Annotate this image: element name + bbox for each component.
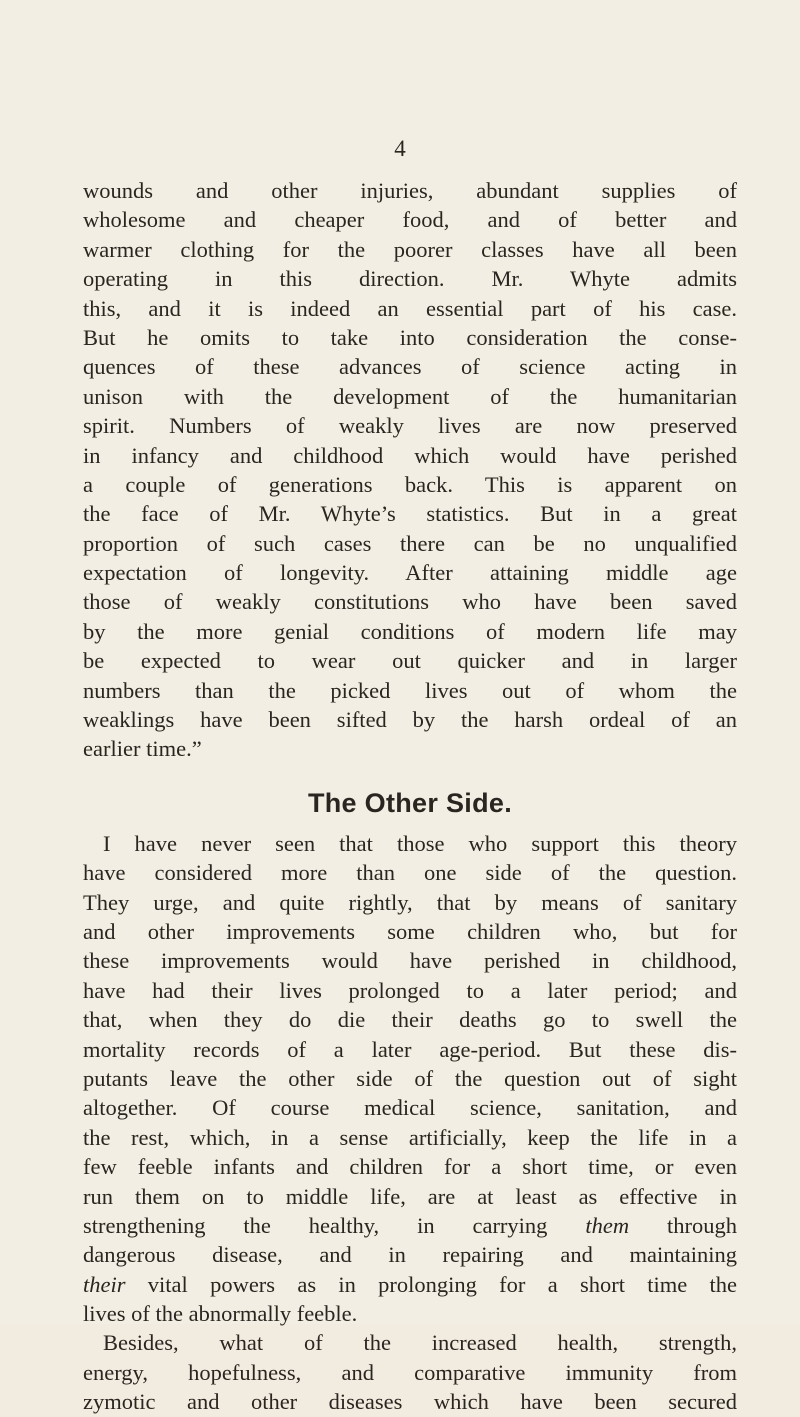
italic-word: them	[585, 1212, 630, 1238]
text-line: that, when they do die their deaths go to swell the	[83, 1007, 737, 1033]
text-line-mixed	[83, 1211, 737, 1240]
text-line: altogether. Of course medical science, sanitation, and	[83, 1095, 737, 1121]
text-line: warmer clothing for the poorer classes have all been	[83, 236, 737, 262]
text-line: expectation of longevity. After attaining middle age	[83, 560, 737, 586]
text-line: numbers than the picked lives out of whom the	[83, 677, 737, 703]
text-line: by the more genial conditions of modern life may	[83, 618, 737, 644]
text-line: But he omits to take into consideration the conse-	[83, 324, 737, 350]
text-line: have had their lives prolonged to a later period; and	[83, 977, 737, 1003]
text-line-mixed	[83, 1270, 737, 1299]
text-line: unison with the development of the humanitarian	[83, 383, 737, 409]
text-line: spirit. Numbers of weakly lives are now preserved	[83, 413, 737, 439]
paragraph-2	[83, 829, 737, 1329]
text-line: these improvements would have perished in childhood,	[83, 948, 737, 974]
text-line: in infancy and childhood which would have perished	[83, 442, 737, 468]
text-fragment: through	[667, 1212, 737, 1238]
text-fragment: strengthening the healthy, in carrying	[83, 1212, 548, 1238]
text-line: have considered more than one side of the question.	[83, 860, 737, 886]
text-line: proportion of such cases there can be no unqualified	[83, 530, 737, 556]
italic-word: their	[83, 1271, 126, 1297]
paragraph-1	[83, 176, 737, 764]
text-line: those of weakly constitutions who have been saved	[83, 589, 737, 615]
text-line: few feeble infants and children for a short time, or even	[83, 1154, 737, 1180]
text-line: the face of Mr. Whyte’s statistics. But in a great	[83, 501, 737, 527]
text-line: lives of the abnormally feeble.	[83, 1301, 358, 1327]
text-line: weaklings have been sifted by the harsh ordeal of an	[83, 707, 737, 733]
paragraph-3	[83, 1328, 737, 1416]
text-line: run them on to middle life, are at least as effective in	[83, 1183, 737, 1209]
page-number: 4	[394, 136, 406, 161]
text-line: I have never seen that those who support this theory	[103, 830, 737, 856]
text-line: dangerous disease, and in repairing and maintaining	[83, 1242, 737, 1268]
text-line: wholesome and cheaper food, and of better and	[83, 207, 737, 233]
text-line: the rest, which, in a sense artificially, keep the life in a	[83, 1124, 737, 1150]
text-line: zymotic and other diseases which have been secured	[83, 1389, 737, 1415]
text-line: putants leave the other side of the question out of sight	[83, 1065, 737, 1091]
text-line: They urge, and quite rightly, that by means of sanitary	[83, 889, 737, 915]
body-text	[83, 176, 737, 1417]
text-fragment: vital powers as in prolonging for a short time the	[147, 1271, 738, 1297]
text-line: a couple of generations back. This is apparent on	[83, 471, 737, 497]
text-line: Besides, what of the increased health, strength,	[103, 1330, 737, 1356]
text-line: quences of these advances of science acting in	[83, 354, 737, 380]
text-line: operating in this direction. Mr. Whyte admits	[83, 266, 737, 292]
text-line: wounds and other injuries, abundant supplies of	[83, 178, 737, 203]
text-line: this, and it is indeed an essential part of his case.	[83, 295, 737, 321]
section-heading: The Other Side.	[307, 787, 513, 818]
text-line: and other improvements some children who, but for	[83, 918, 737, 944]
text-line: be expected to wear out quicker and in larger	[83, 648, 737, 674]
text-line: earlier time.”	[83, 736, 202, 762]
text-line: energy, hopefulness, and comparative immunity from	[83, 1359, 737, 1385]
text-line: mortality records of a later age-period. But these dis-	[83, 1036, 737, 1062]
